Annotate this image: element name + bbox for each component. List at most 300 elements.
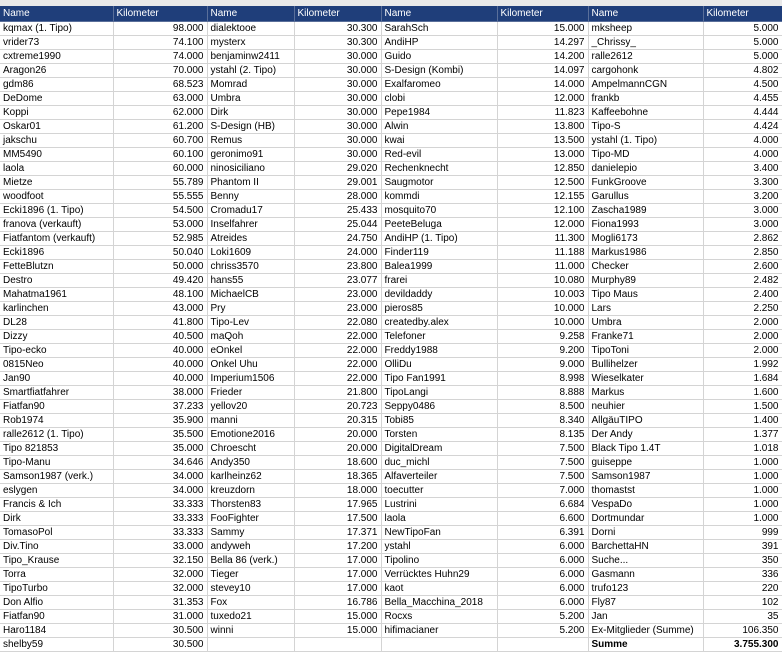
cell-kilometer-4[interactable]: 102 [703,596,782,610]
cell-name-3[interactable]: kwai [381,134,497,148]
cell-name-2[interactable]: dialektooe [207,22,294,36]
cell-kilometer-2[interactable]: 23.077 [294,274,381,288]
cell-kilometer-3[interactable]: 15.000 [497,22,588,36]
cell-kilometer-4[interactable]: 3.300 [703,176,782,190]
cell-name-4[interactable]: Tipo-MD [588,148,703,162]
cell-name-2[interactable]: andyweh [207,540,294,554]
cell-name-2[interactable]: manni [207,414,294,428]
header-name-1[interactable]: Name [0,6,113,22]
cell-name-4[interactable]: Dorni [588,526,703,540]
cell-name-1[interactable]: TipoTurbo [0,582,113,596]
cell-name-3[interactable]: Tobi85 [381,414,497,428]
cell-kilometer-2[interactable]: 18.365 [294,470,381,484]
cell-name-2[interactable]: Inselfahrer [207,218,294,232]
cell-kilometer-1[interactable]: 33.000 [113,540,207,554]
cell-kilometer-4[interactable]: 3.200 [703,190,782,204]
cell-kilometer-2[interactable]: 28.000 [294,190,381,204]
cell-name-2[interactable]: Loki1609 [207,246,294,260]
cell-name-4[interactable]: Black Tipo 1.4T [588,442,703,456]
cell-name-2[interactable] [207,638,294,652]
cell-kilometer-3[interactable]: 6.000 [497,540,588,554]
cell-name-2[interactable]: winni [207,624,294,638]
cell-name-3[interactable]: createdby.alex [381,316,497,330]
cell-name-4[interactable]: Murphy89 [588,274,703,288]
cell-name-2[interactable]: mysterx [207,36,294,50]
cell-kilometer-3[interactable]: 13.800 [497,120,588,134]
cell-kilometer-2[interactable]: 25.433 [294,204,381,218]
cell-name-1[interactable]: franova (verkauft) [0,218,113,232]
cell-kilometer-1[interactable]: 60.700 [113,134,207,148]
cell-name-3[interactable]: Freddy1988 [381,344,497,358]
cell-name-4[interactable]: frankb [588,92,703,106]
cell-kilometer-2[interactable]: 22.000 [294,344,381,358]
cell-name-3[interactable]: kaot [381,582,497,596]
cell-kilometer-4[interactable]: 2.000 [703,316,782,330]
cell-name-3[interactable]: pieros85 [381,302,497,316]
cell-name-4[interactable]: Bullihelzer [588,358,703,372]
cell-kilometer-3[interactable]: 10.080 [497,274,588,288]
cell-kilometer-3[interactable]: 11.000 [497,260,588,274]
cell-kilometer-1[interactable]: 37.233 [113,400,207,414]
cell-name-1[interactable]: Ecki1896 [0,246,113,260]
cell-kilometer-2[interactable]: 29.020 [294,162,381,176]
cell-name-3[interactable]: toecutter [381,484,497,498]
cell-name-3[interactable]: SarahSch [381,22,497,36]
cell-kilometer-1[interactable]: 50.000 [113,260,207,274]
cell-kilometer-1[interactable]: 74.000 [113,50,207,64]
cell-name-1[interactable]: vrider73 [0,36,113,50]
cell-kilometer-2[interactable]: 23.800 [294,260,381,274]
cell-name-4[interactable]: Gasmann [588,568,703,582]
cell-kilometer-4[interactable]: 1.684 [703,372,782,386]
cell-name-3[interactable]: Balea1999 [381,260,497,274]
cell-kilometer-1[interactable]: 34.000 [113,470,207,484]
cell-kilometer-2[interactable]: 30.000 [294,50,381,64]
cell-name-4[interactable]: Wieselkater [588,372,703,386]
cell-name-4[interactable]: TipoToni [588,344,703,358]
cell-kilometer-2[interactable]: 23.000 [294,302,381,316]
cell-kilometer-4[interactable]: 4.444 [703,106,782,120]
cell-name-3[interactable]: laola [381,512,497,526]
cell-name-4[interactable]: Lars [588,302,703,316]
cell-name-4[interactable]: Garullus [588,190,703,204]
cell-kilometer-1[interactable]: 38.000 [113,386,207,400]
cell-kilometer-4[interactable]: 5.000 [703,36,782,50]
cell-name-4[interactable]: Suche... [588,554,703,568]
cell-kilometer-1[interactable]: 53.000 [113,218,207,232]
cell-name-2[interactable]: Tieger [207,568,294,582]
cell-kilometer-1[interactable]: 48.100 [113,288,207,302]
cell-name-4[interactable]: _Chrissy_ [588,36,703,50]
cell-name-2[interactable]: geronimo91 [207,148,294,162]
cell-name-4[interactable]: Jan [588,610,703,624]
cell-name-4[interactable]: danielepio [588,162,703,176]
cell-name-4[interactable]: Mogli6173 [588,232,703,246]
cell-name-4[interactable]: mksheep [588,22,703,36]
cell-kilometer-1[interactable]: 60.100 [113,148,207,162]
cell-name-2[interactable]: Frieder [207,386,294,400]
cell-kilometer-4[interactable]: 3.400 [703,162,782,176]
cell-name-2[interactable]: Remus [207,134,294,148]
cell-kilometer-1[interactable]: 32.000 [113,568,207,582]
cell-kilometer-1[interactable]: 49.420 [113,274,207,288]
cell-name-2[interactable]: eOnkel [207,344,294,358]
cell-kilometer-1[interactable]: 35.000 [113,442,207,456]
cell-name-3[interactable]: frarei [381,274,497,288]
cell-kilometer-1[interactable]: 32.150 [113,554,207,568]
header-kilometer-1[interactable]: Kilometer [113,6,207,22]
cell-kilometer-2[interactable]: 22.000 [294,358,381,372]
cell-name-4[interactable]: Tipo-S [588,120,703,134]
cell-name-1[interactable]: shelby59 [0,638,113,652]
cell-name-1[interactable]: Dizzy [0,330,113,344]
cell-name-2[interactable]: Umbra [207,92,294,106]
header-kilometer-2[interactable]: Kilometer [294,6,381,22]
cell-name-2[interactable]: Imperium1506 [207,372,294,386]
cell-kilometer-4[interactable]: 4.802 [703,64,782,78]
cell-name-1[interactable]: Oskar01 [0,120,113,134]
cell-name-4[interactable]: AmpelmannCGN [588,78,703,92]
cell-name-1[interactable]: kqmax (1. Tipo) [0,22,113,36]
cell-name-3[interactable]: ystahl [381,540,497,554]
cell-name-4[interactable]: FunkGroove [588,176,703,190]
cell-kilometer-1[interactable]: 40.000 [113,344,207,358]
cell-kilometer-1[interactable]: 70.000 [113,64,207,78]
cell-name-2[interactable]: S-Design (HB) [207,120,294,134]
cell-name-2[interactable]: Bella 86 (verk.) [207,554,294,568]
cell-name-3[interactable]: clobi [381,92,497,106]
cell-name-2[interactable]: Fox [207,596,294,610]
cell-name-2[interactable]: Onkel Uhu [207,358,294,372]
cell-kilometer-1[interactable]: 31.000 [113,610,207,624]
cell-name-3[interactable]: Seppy0486 [381,400,497,414]
cell-name-1[interactable]: Fiatfantom (verkauft) [0,232,113,246]
cell-kilometer-3[interactable]: 5.200 [497,610,588,624]
cell-name-3[interactable]: AndiHP (1. Tipo) [381,232,497,246]
cell-kilometer-1[interactable]: 50.040 [113,246,207,260]
cell-name-4[interactable]: Ex-Mitglieder (Summe) [588,624,703,638]
cell-kilometer-4[interactable]: 1.000 [703,456,782,470]
cell-kilometer-4[interactable]: 3.000 [703,218,782,232]
cell-kilometer-2[interactable]: 30.000 [294,92,381,106]
cell-kilometer-3[interactable]: 13.500 [497,134,588,148]
cell-kilometer-4[interactable]: 1.500 [703,400,782,414]
cell-kilometer-2[interactable]: 30.000 [294,120,381,134]
cell-kilometer-2[interactable]: 24.000 [294,246,381,260]
cell-kilometer-2[interactable]: 30.000 [294,106,381,120]
cell-kilometer-2[interactable]: 20.315 [294,414,381,428]
cell-name-2[interactable]: Benny [207,190,294,204]
cell-name-3[interactable]: kommdi [381,190,497,204]
cell-kilometer-3[interactable]: 11.823 [497,106,588,120]
cell-kilometer-2[interactable]: 17.200 [294,540,381,554]
cell-name-2[interactable]: Emotione2016 [207,428,294,442]
cell-name-1[interactable]: Mahatma1961 [0,288,113,302]
cell-name-1[interactable]: Fiatfan90 [0,400,113,414]
cell-name-3[interactable]: Alwin [381,120,497,134]
cell-name-1[interactable]: Don Alfio [0,596,113,610]
cell-name-1[interactable]: jakschu [0,134,113,148]
cell-kilometer-3[interactable]: 10.000 [497,302,588,316]
cell-kilometer-1[interactable]: 98.000 [113,22,207,36]
cell-name-4[interactable]: Markus [588,386,703,400]
cell-kilometer-4[interactable]: 2.600 [703,260,782,274]
cell-name-3[interactable]: AndiHP [381,36,497,50]
cell-name-2[interactable]: FooFighter [207,512,294,526]
cell-name-4[interactable]: Markus1986 [588,246,703,260]
cell-name-1[interactable]: 0815Neo [0,358,113,372]
cell-name-1[interactable]: eslygen [0,484,113,498]
cell-name-2[interactable]: Chroescht [207,442,294,456]
cell-name-1[interactable]: Ecki1896 (1. Tipo) [0,204,113,218]
cell-kilometer-4[interactable]: 1.400 [703,414,782,428]
cell-kilometer-3[interactable]: 8.888 [497,386,588,400]
cell-name-1[interactable]: Rob1974 [0,414,113,428]
header-kilometer-3[interactable]: Kilometer [497,6,588,22]
cell-name-2[interactable]: Sammy [207,526,294,540]
cell-name-3[interactable]: mosquito70 [381,204,497,218]
cell-kilometer-3[interactable]: 5.200 [497,624,588,638]
cell-name-3[interactable]: NewTipoFan [381,526,497,540]
cell-kilometer-3[interactable]: 7.000 [497,484,588,498]
cell-kilometer-4[interactable]: 2.000 [703,330,782,344]
cell-kilometer-2[interactable]: 20.000 [294,428,381,442]
cell-kilometer-3[interactable]: 13.000 [497,148,588,162]
cell-kilometer-3[interactable]: 6.391 [497,526,588,540]
cell-kilometer-4[interactable]: 5.000 [703,22,782,36]
cell-kilometer-2[interactable]: 22.080 [294,316,381,330]
cell-name-4[interactable]: Der Andy [588,428,703,442]
cell-name-4[interactable]: trufo123 [588,582,703,596]
cell-kilometer-4[interactable]: 350 [703,554,782,568]
cell-kilometer-3[interactable]: 14.000 [497,78,588,92]
cell-name-1[interactable]: Torra [0,568,113,582]
cell-kilometer-3[interactable]: 14.200 [497,50,588,64]
cell-name-1[interactable]: Aragon26 [0,64,113,78]
cell-name-2[interactable]: Pry [207,302,294,316]
cell-name-3[interactable]: Rechenknecht [381,162,497,176]
cell-kilometer-2[interactable]: 15.000 [294,610,381,624]
cell-name-1[interactable]: Francis & Ich [0,498,113,512]
cell-name-1[interactable]: Tipo 821853 [0,442,113,456]
cell-kilometer-3[interactable]: 6.000 [497,596,588,610]
cell-name-3[interactable]: Torsten [381,428,497,442]
cell-kilometer-3[interactable]: 6.600 [497,512,588,526]
cell-kilometer-3[interactable]: 7.500 [497,456,588,470]
cell-kilometer-2[interactable]: 22.000 [294,330,381,344]
cell-name-1[interactable]: woodfoot [0,190,113,204]
cell-kilometer-1[interactable]: 30.500 [113,624,207,638]
cell-name-1[interactable]: Tipo-ecko [0,344,113,358]
cell-name-4[interactable]: guiseppe [588,456,703,470]
cell-name-4[interactable]: thomastst [588,484,703,498]
cell-kilometer-2[interactable]: 17.965 [294,498,381,512]
cell-name-4[interactable]: ystahl (1. Tipo) [588,134,703,148]
cell-name-1[interactable]: Div.Tino [0,540,113,554]
cell-kilometer-4[interactable]: 4.000 [703,134,782,148]
cell-name-3[interactable]: hifimacianer [381,624,497,638]
cell-name-2[interactable]: benjaminw2411 [207,50,294,64]
cell-kilometer-2[interactable]: 20.000 [294,442,381,456]
cell-name-1[interactable]: Samson1987 (verk.) [0,470,113,484]
cell-kilometer-2[interactable]: 17.500 [294,512,381,526]
cell-kilometer-4[interactable]: 2.850 [703,246,782,260]
cell-kilometer-2[interactable]: 30.000 [294,78,381,92]
cell-kilometer-2[interactable]: 17.000 [294,582,381,596]
cell-name-2[interactable]: Tipo-Lev [207,316,294,330]
cell-name-4[interactable]: Fly87 [588,596,703,610]
cell-kilometer-4[interactable]: 106.350 [703,624,782,638]
cell-kilometer-2[interactable]: 30.000 [294,64,381,78]
cell-name-2[interactable]: hans55 [207,274,294,288]
cell-kilometer-3[interactable]: 9.258 [497,330,588,344]
cell-kilometer-2[interactable]: 15.000 [294,624,381,638]
cell-name-4[interactable]: Summe [588,638,703,652]
cell-kilometer-1[interactable]: 33.333 [113,526,207,540]
cell-kilometer-4[interactable]: 2.400 [703,288,782,302]
cell-name-1[interactable]: Jan90 [0,372,113,386]
cell-name-4[interactable]: Franke71 [588,330,703,344]
cell-kilometer-1[interactable]: 34.646 [113,456,207,470]
cell-kilometer-4[interactable]: 391 [703,540,782,554]
cell-name-2[interactable]: Thorsten83 [207,498,294,512]
cell-kilometer-3[interactable]: 12.500 [497,176,588,190]
cell-kilometer-3[interactable]: 12.850 [497,162,588,176]
cell-kilometer-1[interactable]: 61.200 [113,120,207,134]
cell-name-2[interactable]: Phantom II [207,176,294,190]
cell-kilometer-1[interactable]: 74.100 [113,36,207,50]
cell-name-3[interactable]: Rocxs [381,610,497,624]
cell-kilometer-2[interactable]: 30.300 [294,36,381,50]
header-name-4[interactable]: Name [588,6,703,22]
cell-name-1[interactable]: Koppi [0,106,113,120]
cell-name-4[interactable]: Zascha1989 [588,204,703,218]
cell-kilometer-1[interactable]: 55.555 [113,190,207,204]
cell-name-2[interactable]: ninosiciliano [207,162,294,176]
cell-name-4[interactable]: neuhier [588,400,703,414]
cell-kilometer-3[interactable]: 12.000 [497,92,588,106]
cell-kilometer-1[interactable]: 32.000 [113,582,207,596]
cell-kilometer-2[interactable]: 18.000 [294,484,381,498]
cell-kilometer-4[interactable]: 1.992 [703,358,782,372]
cell-name-1[interactable]: gdm86 [0,78,113,92]
cell-name-2[interactable]: Momrad [207,78,294,92]
cell-name-3[interactable]: Telefoner [381,330,497,344]
cell-kilometer-3[interactable]: 8.998 [497,372,588,386]
cell-name-2[interactable]: Dirk [207,106,294,120]
cell-kilometer-1[interactable]: 34.000 [113,484,207,498]
cell-kilometer-1[interactable]: 35.500 [113,428,207,442]
header-kilometer-4[interactable]: Kilometer [703,6,782,22]
cell-kilometer-2[interactable] [294,638,381,652]
cell-kilometer-1[interactable]: 41.800 [113,316,207,330]
header-name-2[interactable]: Name [207,6,294,22]
cell-kilometer-3[interactable]: 10.000 [497,316,588,330]
cell-kilometer-2[interactable]: 24.750 [294,232,381,246]
cell-kilometer-1[interactable]: 60.000 [113,162,207,176]
cell-name-2[interactable]: karlheinz62 [207,470,294,484]
cell-name-3[interactable]: Bella_Macchina_2018 [381,596,497,610]
cell-name-1[interactable]: DeDome [0,92,113,106]
cell-kilometer-4[interactable]: 3.755.300 [703,638,782,652]
cell-kilometer-2[interactable]: 20.723 [294,400,381,414]
cell-kilometer-3[interactable]: 7.500 [497,442,588,456]
cell-name-4[interactable]: Fiona1993 [588,218,703,232]
cell-name-3[interactable]: Tipolino [381,554,497,568]
cell-kilometer-2[interactable]: 17.000 [294,568,381,582]
header-name-3[interactable]: Name [381,6,497,22]
cell-kilometer-2[interactable]: 30.000 [294,148,381,162]
cell-kilometer-2[interactable]: 17.371 [294,526,381,540]
cell-kilometer-1[interactable]: 33.333 [113,512,207,526]
cell-name-2[interactable]: Cromadu17 [207,204,294,218]
cell-name-2[interactable]: tuxedo21 [207,610,294,624]
cell-kilometer-4[interactable]: 2.862 [703,232,782,246]
cell-kilometer-3[interactable]: 8.500 [497,400,588,414]
cell-kilometer-1[interactable]: 52.985 [113,232,207,246]
cell-kilometer-3[interactable]: 11.188 [497,246,588,260]
cell-kilometer-1[interactable]: 30.500 [113,638,207,652]
cell-name-4[interactable]: Dortmundar [588,512,703,526]
cell-kilometer-3[interactable]: 6.684 [497,498,588,512]
cell-name-1[interactable]: Tipo-Manu [0,456,113,470]
cell-name-4[interactable]: Samson1987 [588,470,703,484]
cell-kilometer-3[interactable]: 8.340 [497,414,588,428]
cell-kilometer-4[interactable]: 2.482 [703,274,782,288]
cell-name-2[interactable]: MichaelCB [207,288,294,302]
cell-name-1[interactable]: Fiatfan90 [0,610,113,624]
cell-kilometer-1[interactable]: 63.000 [113,92,207,106]
cell-kilometer-3[interactable]: 6.000 [497,568,588,582]
cell-kilometer-4[interactable]: 1.018 [703,442,782,456]
cell-kilometer-4[interactable]: 336 [703,568,782,582]
cell-kilometer-4[interactable]: 3.000 [703,204,782,218]
cell-kilometer-1[interactable]: 33.333 [113,498,207,512]
cell-kilometer-3[interactable]: 6.000 [497,582,588,596]
cell-kilometer-2[interactable]: 18.600 [294,456,381,470]
cell-kilometer-3[interactable]: 6.000 [497,554,588,568]
cell-name-1[interactable]: DL28 [0,316,113,330]
cell-kilometer-4[interactable]: 1.600 [703,386,782,400]
cell-name-4[interactable]: Kaffeebohne [588,106,703,120]
cell-name-4[interactable]: BarchettaHN [588,540,703,554]
cell-name-3[interactable]: Alfaverteiler [381,470,497,484]
cell-kilometer-4[interactable]: 4.455 [703,92,782,106]
cell-kilometer-4[interactable]: 5.000 [703,50,782,64]
cell-name-1[interactable]: Haro1184 [0,624,113,638]
cell-kilometer-4[interactable]: 2.000 [703,344,782,358]
cell-name-3[interactable]: duc_michl [381,456,497,470]
cell-kilometer-1[interactable]: 35.900 [113,414,207,428]
cell-kilometer-1[interactable]: 62.000 [113,106,207,120]
cell-kilometer-4[interactable]: 1.000 [703,470,782,484]
cell-name-2[interactable]: maQoh [207,330,294,344]
cell-name-3[interactable]: DigitalDream [381,442,497,456]
cell-kilometer-2[interactable]: 21.800 [294,386,381,400]
cell-name-4[interactable]: Checker [588,260,703,274]
cell-kilometer-2[interactable]: 22.000 [294,372,381,386]
cell-name-2[interactable]: yellov20 [207,400,294,414]
cell-kilometer-3[interactable]: 14.097 [497,64,588,78]
cell-name-1[interactable]: TomasoPol [0,526,113,540]
cell-kilometer-1[interactable]: 40.000 [113,372,207,386]
cell-name-2[interactable]: chriss3570 [207,260,294,274]
cell-name-3[interactable]: Tipo Fan1991 [381,372,497,386]
cell-name-3[interactable]: Exalfaromeo [381,78,497,92]
cell-kilometer-1[interactable]: 55.789 [113,176,207,190]
cell-kilometer-4[interactable]: 35 [703,610,782,624]
cell-name-4[interactable]: ralle2612 [588,50,703,64]
